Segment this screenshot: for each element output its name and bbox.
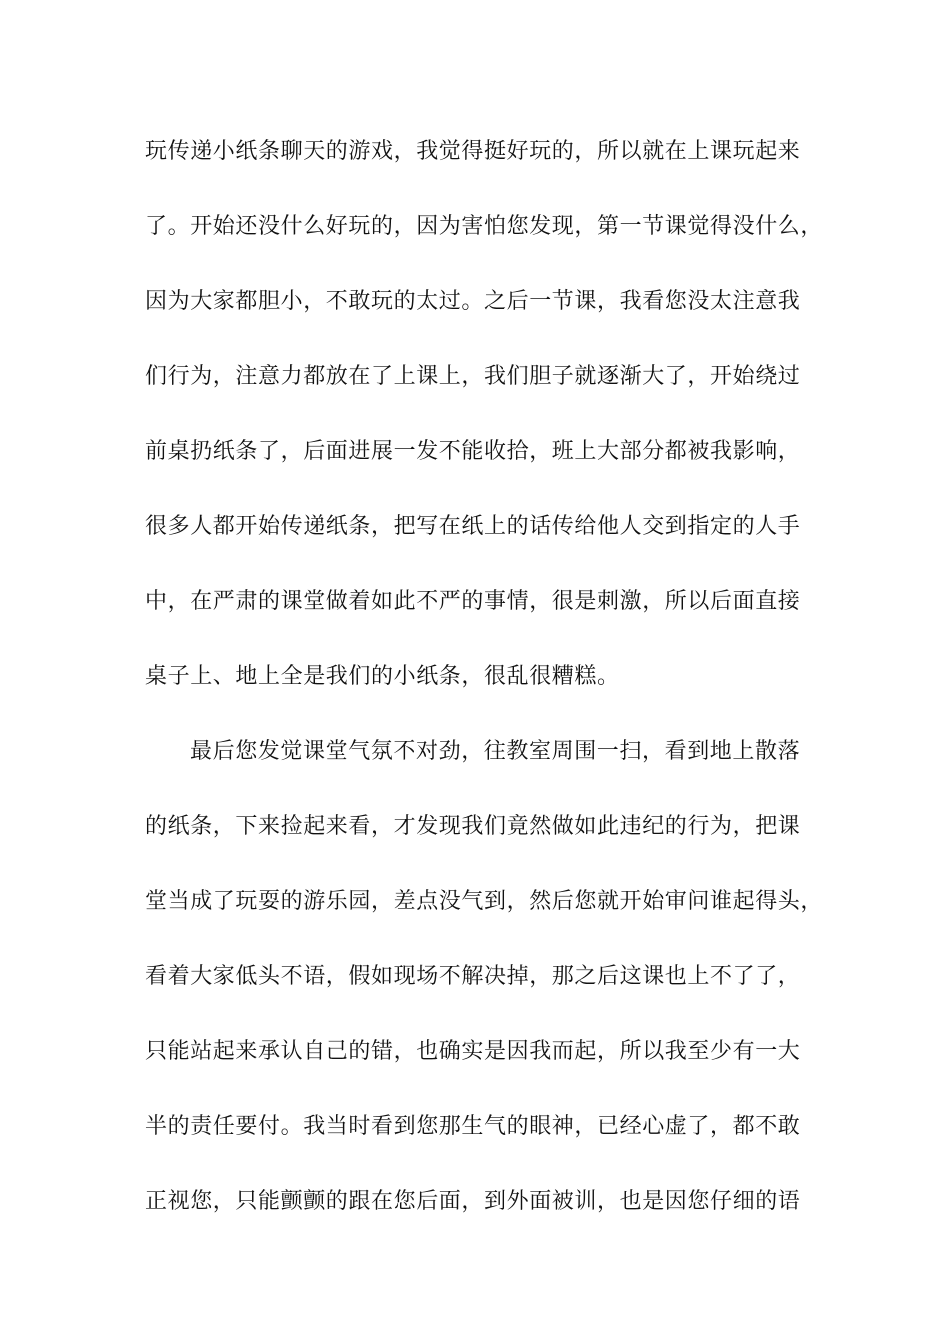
- text-line: 只能站起来承认自己的错，也确实是因我而起，所以我至少有一大: [145, 1039, 801, 1064]
- text-line: 中，在严肃的课堂做着如此不严的事情，很是刺激，所以后面直接: [145, 589, 801, 614]
- text-line: 因为大家都胆小，不敢玩的太过。之后一节课，我看您没太注意我: [145, 289, 801, 314]
- text-line: 半的责任要付。我当时看到您那生气的眼神，已经心虚了，都不敢: [145, 1114, 801, 1139]
- text-line: 正视您，只能颤颤的跟在您后面，到外面被训，也是因您仔细的语: [145, 1189, 801, 1214]
- text-line: 很多人都开始传递纸条，把写在纸上的话传给他人交到指定的人手: [145, 514, 801, 539]
- paragraph-first-line: 最后您发觉课堂气氛不对劲，往教室周围一扫，看到地上散落: [190, 739, 801, 764]
- text-line: 前桌扔纸条了，后面进展一发不能收拾，班上大部分都被我影响，: [145, 439, 801, 464]
- text-line: 堂当成了玩耍的游乐园，差点没气到，然后您就开始审问谁起得头，: [145, 889, 824, 914]
- text-line: 了。开始还没什么好玩的，因为害怕您发现，第一节课觉得没什么，: [145, 214, 824, 239]
- text-line: 桌子上、地上全是我们的小纸条，很乱很糟糕。: [145, 664, 620, 689]
- text-line: 们行为，注意力都放在了上课上，我们胆子就逐渐大了，开始绕过: [145, 364, 801, 389]
- text-line: 的纸条，下来捡起来看，才发现我们竟然做如此违纪的行为，把课: [145, 814, 801, 839]
- text-line: 玩传递小纸条聊天的游戏，我觉得挺好玩的，所以就在上课玩起来: [145, 139, 801, 164]
- text-line: 看着大家低头不语，假如现场不解决掉，那之后这课也上不了了，: [145, 964, 801, 989]
